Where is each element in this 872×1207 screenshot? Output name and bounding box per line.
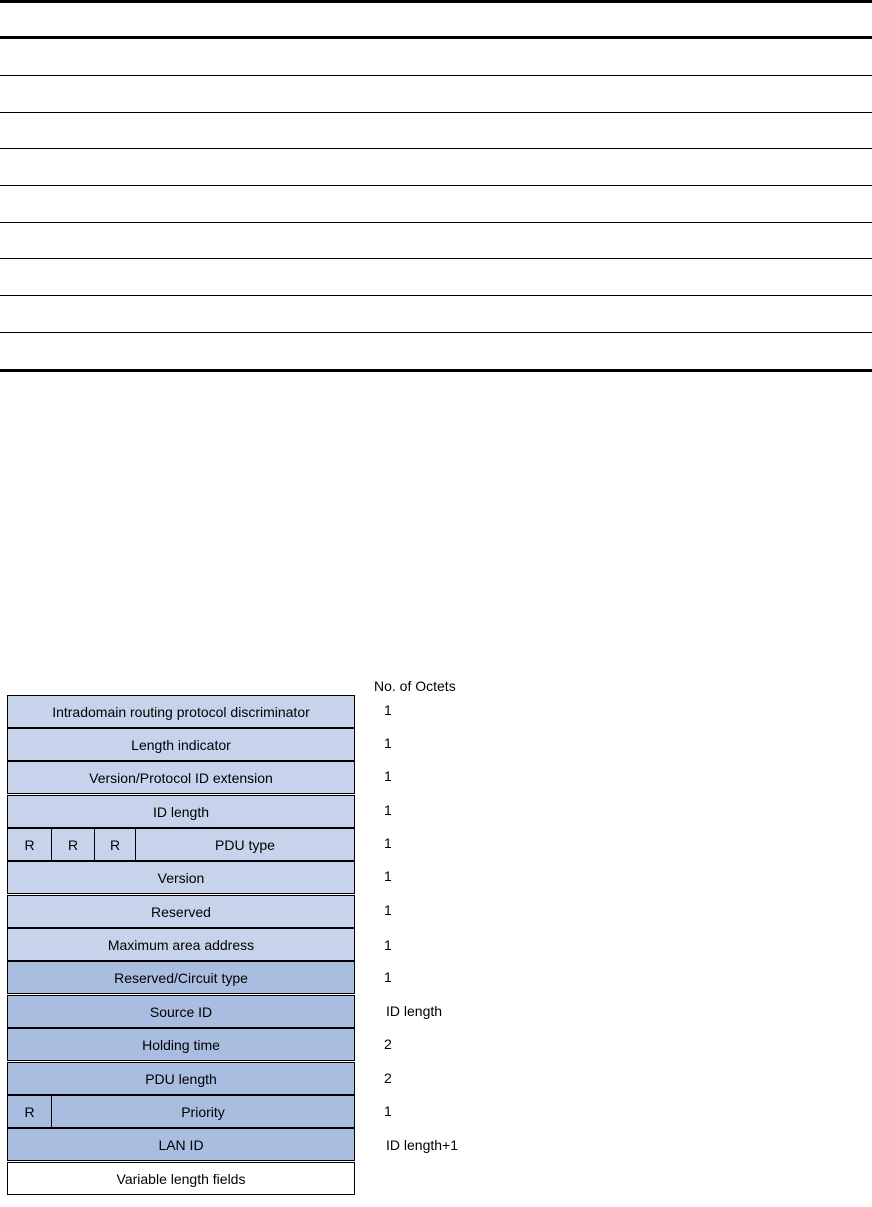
field-label: Version/Protocol ID extension [89, 769, 273, 786]
field-maximum-area-address [7, 928, 355, 961]
field-label: Holding time [142, 1036, 220, 1053]
field-label: Variable length fields [116, 1170, 246, 1187]
reserved-bit: R [94, 829, 135, 860]
field-id-length [7, 795, 355, 828]
field-label: Reserved [151, 903, 211, 920]
field-priority [7, 1095, 355, 1128]
field-octets: 1 [384, 835, 392, 851]
field-reserved [7, 895, 355, 928]
field-octets: 1 [384, 702, 392, 718]
field-octets: 1 [384, 969, 392, 985]
table-row-rule [0, 148, 872, 149]
field-label: PDU length [145, 1070, 217, 1087]
field-label: Length indicator [131, 736, 231, 753]
field-source-id [7, 995, 355, 1028]
field-variable-length [7, 1162, 355, 1195]
field-holding-time [7, 1028, 355, 1061]
field-label: Reserved/Circuit type [114, 969, 248, 986]
table-top-rule [0, 0, 872, 3]
field-octets: 1 [384, 768, 392, 784]
table-row-rule [0, 222, 872, 223]
table-row-rule [0, 295, 872, 296]
field-label: Intradomain routing protocol discriminator [52, 703, 310, 720]
field-octets: 1 [384, 902, 392, 918]
field-label: Maximum area address [107, 936, 255, 953]
field-octets: 2 [384, 1070, 392, 1086]
table-row-rule [0, 332, 872, 333]
reserved-bit: R [24, 836, 35, 853]
table-row-rule [0, 185, 872, 186]
table-bottom-rule [0, 369, 872, 372]
field-label: Version [157, 869, 205, 886]
table-row-rule [0, 112, 872, 113]
table-row-rule [0, 258, 872, 259]
field-octets: ID length+1 [386, 1137, 458, 1153]
field-octets: 1 [384, 802, 392, 818]
field-octets: ID length [386, 1003, 443, 1019]
field-protocol-discriminator [7, 695, 355, 728]
field-length-indicator [7, 728, 355, 761]
field-octets: 1 [384, 735, 392, 751]
table-row-rule [0, 75, 872, 76]
field-lan-id [7, 1128, 355, 1161]
octets-column-header: No. of Octets [374, 678, 456, 694]
field-label: LAN ID [158, 1136, 204, 1153]
reserved-bit: R [51, 829, 94, 860]
field-pdu-type [7, 828, 355, 861]
table-header-rule [0, 36, 872, 39]
field-octets: 2 [384, 1036, 392, 1052]
field-octets: 1 [384, 937, 392, 953]
field-version [7, 861, 355, 894]
reserved-bit: R [24, 1103, 35, 1120]
field-label: Priority [51, 1096, 354, 1127]
field-label: ID length [152, 803, 210, 820]
field-octets: 1 [384, 1103, 392, 1119]
field-reserved-circuit-type [7, 961, 355, 994]
field-label: PDU type [135, 829, 354, 860]
field-pdu-length [7, 1062, 355, 1095]
field-version-protocol-id [7, 761, 355, 794]
field-octets: 1 [384, 868, 392, 884]
field-label: Source ID [149, 1003, 213, 1020]
